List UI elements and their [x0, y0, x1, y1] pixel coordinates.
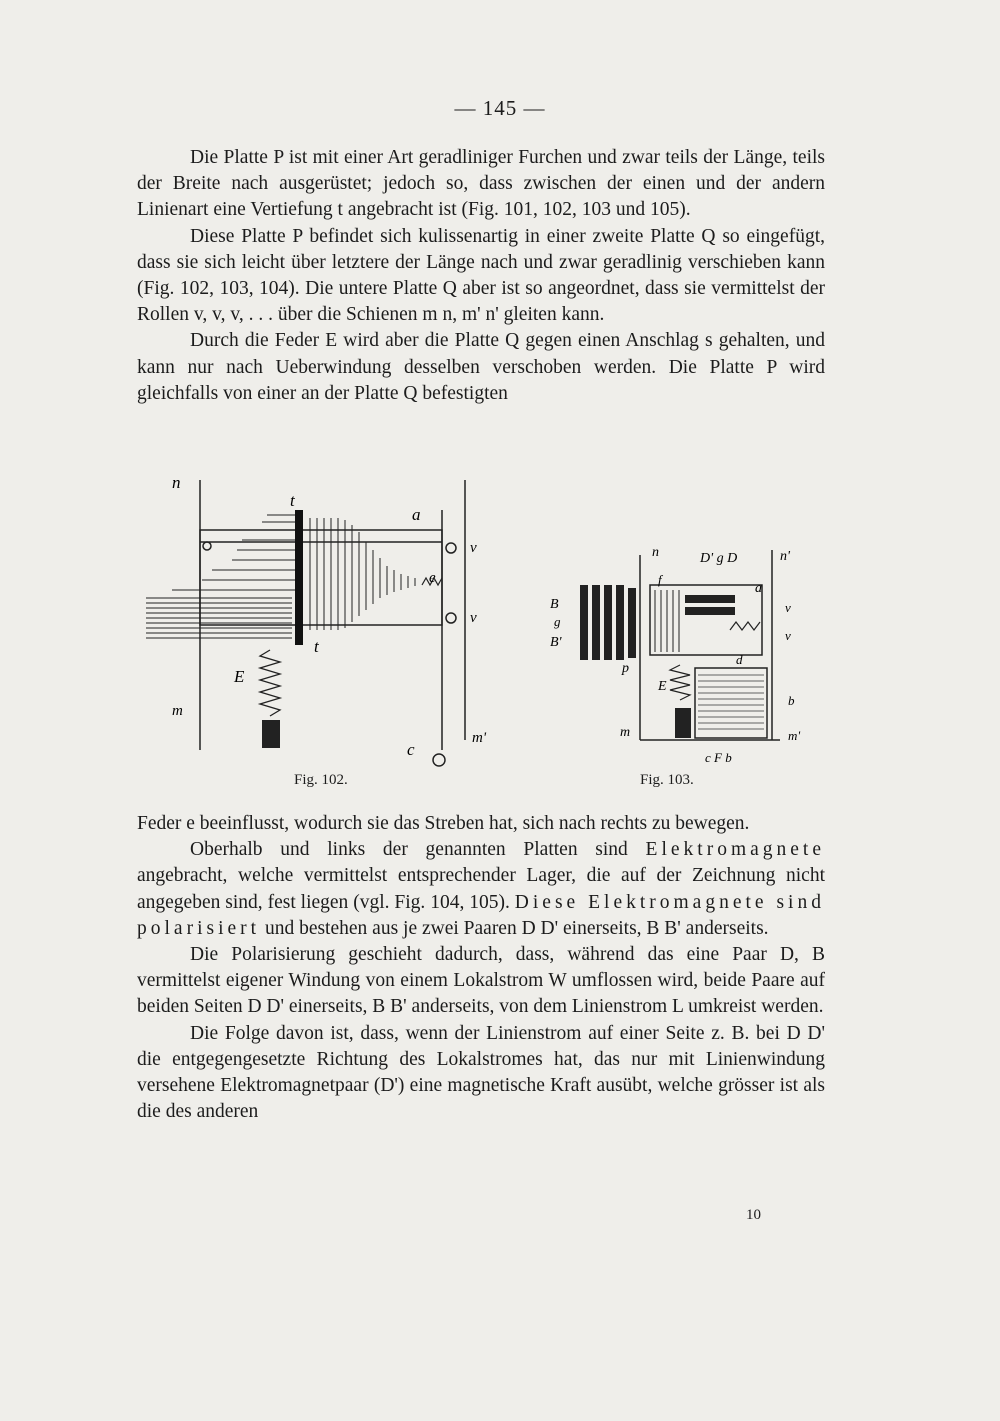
figure-caption: Fig. 102. — [294, 772, 348, 788]
paragraph: Die Folge davon ist, dass, wenn der Linienstrom auf einer Seite z. B. bei D D' die entgegengesetzte Richtung des Lokalstromes hat, das nur mit Linienwindung versehene Elektromagnetpaar (D') eine magnetische Kraft ausübt, welche grösser ist als die des anderen — [137, 1022, 825, 1123]
paragraph: Die Platte P ist mit einer Art geradliniger Furchen und zwar teils der Länge, teils der Breite nach ausgerüstet; jedoch so, dass zwischen der einen und der andern Linienart eine Vertiefung t angebracht ist (Fig. 101, 102, 103 und 105). — [137, 147, 825, 221]
fig103-label-d: d — [736, 652, 743, 667]
fig102-label-c: c — [407, 740, 415, 759]
text-run: und bestehen aus je zwei Paaren D D' einerseits, B B' anderseits. — [260, 917, 769, 939]
fig102-label-t: t — [290, 491, 295, 510]
paragraph: Die Polarisierung geschieht dadurch, dass, während das eine Paar D, B vermittelst eigener Windung von einem Lokalstrom W umflossen wird, beide Paare auf beiden Seiten D D' einerseits, B B' anderseits, von dem Linienstrom L umkreist werden. — [137, 944, 825, 1018]
figure-102-drawing — [142, 470, 502, 800]
fig103-label-v: v — [785, 600, 791, 615]
fig103-label-cFb: c F b — [705, 750, 732, 765]
paragraph: Durch die Feder E wird aber die Platte Q gegen einen Anschlag s gehalten, und kann nur nach Ueberwindung desselben verschoben werden. Die Platte P wird gleichfalls von einer an der Platte Q befestigten — [137, 330, 825, 404]
paragraph: Diese Platte P befindet sich kulissenartig in einer zweite Platte Q so eingefügt, dass sie sich leicht über letztere der Länge nach und zwar geradlinig verschieben kann (Fig. 102, 103, 104). Die untere Platte Q aber ist so angeordnet, dass sie vermittelst der Rollen v, v, v, . . . über die Schienen m n, m' n' gleiten kann. — [137, 225, 825, 326]
fig103-label-n: n — [652, 545, 659, 560]
fig103-label-v2: v — [785, 628, 791, 643]
fig102-label-v2: v — [470, 610, 477, 626]
spaced-term: Diese Elektromagnete sind polarisiert — [137, 891, 825, 939]
paragraph — [137, 837, 825, 942]
fig103-label-p: p — [622, 661, 629, 676]
fig103-label-m-prime: m' — [788, 728, 801, 743]
fig102-label-m: m — [172, 703, 183, 719]
fig103-label-E: E — [658, 679, 667, 694]
fig102-label-a: a — [412, 505, 421, 524]
fig103-label-a: a — [755, 581, 762, 596]
fig102-label-E: E — [234, 667, 245, 686]
figure-103-drawing — [540, 540, 830, 800]
fig102-label-m-prime: m' — [472, 730, 487, 746]
text-block-top — [137, 145, 825, 407]
spaced-term: Elektromagnete — [645, 839, 825, 861]
signature-mark: 10 — [746, 1207, 761, 1223]
fig103-label-b: b — [788, 693, 795, 708]
text-run: angebracht, welche vermittelst entsprechender Lager, die auf der Zeichnung nicht angegeben sind, fest liegen (vgl. Fig. 104, 105). — [137, 865, 825, 913]
paragraph: Feder e beeinflusst, wodurch sie das Streben hat, sich nach rechts zu bewegen. — [137, 813, 750, 834]
fig103-label-f: f — [658, 572, 662, 587]
fig103-label-n-prime: n' — [780, 549, 790, 564]
fig103-label-B: B — [550, 597, 559, 612]
fig102-label-n: n — [172, 473, 181, 492]
text-block-bottom — [137, 811, 825, 1125]
fig103-label-B-prime: B' — [550, 635, 562, 650]
fig103-label-Dg: D' g D — [700, 551, 738, 566]
figure-caption: Fig. 103. — [640, 772, 694, 788]
fig103-label-m: m — [620, 725, 631, 740]
fig102-label-v: v — [470, 540, 477, 556]
fig102-label-t2: t — [314, 637, 319, 656]
text-run: Oberhalb und links der genannten Platten sind — [190, 839, 646, 861]
page-number: — 145 — — [454, 96, 546, 120]
fig102-label-e: e — [429, 570, 436, 586]
fig103-label-g: g — [554, 614, 561, 629]
